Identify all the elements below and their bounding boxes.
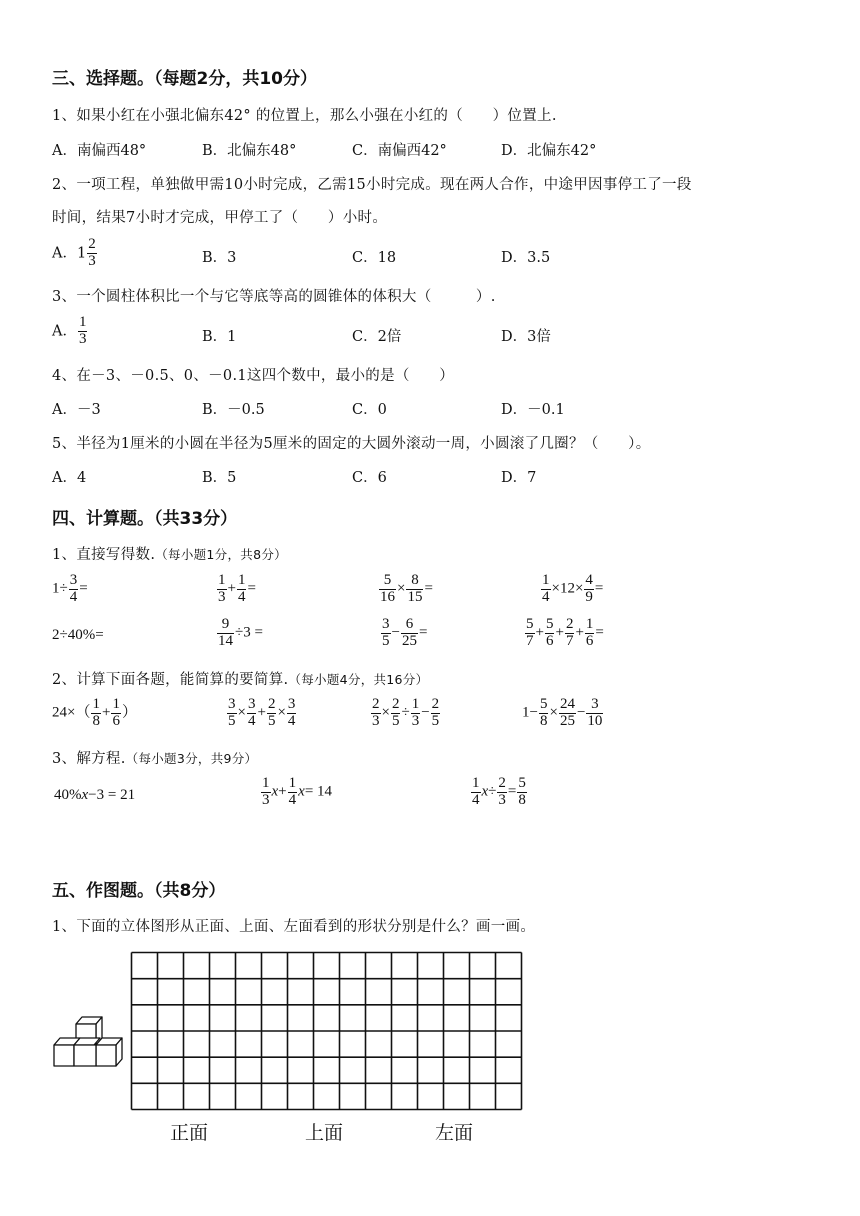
question-4-text: 4、在－3、－0.5、0、－0.1这四个数中，最小的是（ ）: [52, 368, 455, 384]
denominator: 3: [218, 588, 226, 605]
question-text: 1、下面的立体图形从正面、上面、左面看到的形状分别是什么？画一画。: [52, 919, 536, 935]
calc-item: [378, 573, 433, 606]
cube-stack-figure: [50, 1012, 126, 1070]
numerator: 3: [228, 696, 236, 712]
option-a: [52, 315, 88, 348]
fraction: [87, 237, 97, 270]
numerator: 24: [559, 696, 575, 712]
option-d: D．北偏东42°: [501, 143, 597, 159]
calc-item: 2÷40%=: [52, 627, 104, 643]
numerator: 2: [88, 236, 96, 252]
numerator: 2: [391, 696, 400, 712]
fraction: [267, 697, 277, 730]
part-2-label: 2、计算下面各题，能简算的要简算.: [52, 672, 289, 688]
option-a-prefix: A．1: [52, 245, 87, 262]
equation: [260, 776, 332, 809]
fraction: [431, 697, 441, 730]
question-5-text: 5、半径为1厘米的小圆在半径为5厘米的固定的大圆外滚动一周，小圆滚了几圈？（ ）。: [52, 436, 651, 452]
denominator: 5: [267, 712, 276, 729]
numerator: 8: [406, 573, 423, 590]
fraction: [585, 617, 595, 650]
part-1-note: （每小题1分，共8分）: [155, 547, 287, 562]
fraction: [78, 315, 88, 348]
denominator: 7: [526, 632, 534, 649]
fraction: [227, 697, 237, 730]
text: −3 = 21: [88, 787, 136, 803]
equals: =: [79, 580, 88, 597]
denominator: 4: [288, 791, 297, 808]
option-c: C．18: [352, 250, 397, 266]
equals: =: [594, 580, 604, 597]
denominator: 6: [585, 632, 594, 649]
variable: x: [271, 783, 279, 800]
option-d: D．3.5: [501, 250, 551, 266]
text: = 14: [304, 783, 333, 800]
numerator: 1: [585, 616, 594, 632]
numerator: 5: [379, 573, 396, 590]
fraction: [565, 617, 575, 650]
plus: +: [257, 704, 266, 721]
option-c: C．南偏西42°: [352, 143, 447, 159]
fraction: [525, 617, 535, 650]
section-5-title: 五、作图题。（共8分）: [52, 881, 226, 901]
part-1-heading: [52, 543, 287, 564]
calc-item: [216, 617, 263, 650]
denominator: 4: [472, 791, 480, 808]
option-c: C．6: [352, 470, 387, 486]
plus: +: [278, 783, 287, 800]
fraction: [288, 776, 298, 809]
denominator: 3: [88, 252, 96, 269]
denominator: 8: [92, 712, 100, 729]
fraction: [217, 573, 227, 606]
denominator: 4: [542, 588, 550, 605]
variable: x: [481, 783, 489, 800]
numerator: 3: [69, 572, 78, 588]
calc-item: [370, 697, 441, 730]
denominator: 4: [287, 712, 296, 729]
numerator: 5: [545, 616, 554, 632]
section-3-title: 三、选择题。（每题2分，共10分）: [52, 69, 317, 89]
fraction: [539, 697, 549, 730]
numerator: 1: [542, 572, 550, 588]
denominator: 5: [228, 712, 236, 729]
denominator: 25: [401, 632, 417, 649]
fraction: [111, 697, 121, 730]
plus: +: [575, 624, 584, 641]
option-a: A．－3: [52, 402, 101, 418]
numerator: 5: [526, 616, 534, 632]
fraction: [401, 617, 418, 650]
option-a: A．南偏西48°: [52, 143, 147, 159]
denominator: 3: [411, 712, 420, 729]
fraction: [517, 776, 527, 809]
front-view-label: 正面: [170, 1122, 209, 1144]
text: ）: [121, 704, 137, 721]
option-a: A．4: [52, 470, 87, 486]
part-1-label: 1、直接写得数.: [52, 547, 156, 563]
equals: =: [507, 783, 517, 800]
option-c: C．2倍: [352, 329, 402, 345]
fraction: [287, 697, 297, 730]
option-b: B．－0.5: [202, 402, 265, 418]
denominator: 10: [587, 712, 603, 729]
equation: [470, 776, 528, 809]
top-view-label: 上面: [305, 1122, 344, 1144]
left-view-label: 左面: [435, 1122, 474, 1144]
option-b: B．3: [202, 250, 237, 266]
denominator: 14: [218, 632, 233, 649]
plus: +: [227, 580, 236, 597]
numerator: 1: [218, 572, 226, 588]
fraction: [497, 776, 507, 809]
calc-item: [52, 697, 137, 730]
numerator: 1: [288, 775, 297, 791]
times: ×: [381, 704, 390, 721]
text: 1−: [522, 704, 538, 721]
fraction: [247, 697, 257, 730]
calc-item: [522, 697, 604, 730]
plus: +: [535, 624, 544, 641]
cube-face: [54, 1045, 74, 1066]
numerator: 1: [112, 696, 120, 712]
fraction: [91, 697, 101, 730]
numerator: 3: [382, 616, 390, 632]
question-1-text: 1、如果小红在小强北偏东42° 的位置上，那么小强在小红的（ ）位置上.: [52, 108, 557, 124]
plus: +: [101, 704, 111, 721]
option-b: B．1: [202, 329, 237, 345]
denominator: 3: [262, 791, 270, 808]
fraction: [471, 776, 481, 809]
option-a-prefix: A．: [52, 323, 77, 340]
equals: =: [418, 624, 428, 641]
denominator: 4: [237, 588, 246, 605]
fraction: [69, 573, 79, 606]
option-c: C．0: [352, 402, 387, 418]
fraction: [379, 573, 396, 606]
text: 1÷: [52, 580, 68, 597]
question-3-text: 3、一个圆柱体积比一个与它等底等高的圆锥体的体积大（ ）.: [52, 289, 496, 305]
denominator: 9: [585, 588, 593, 605]
question-2-line-2: 时间，结果7小时才完成，甲停工了（ ）小时。: [52, 210, 388, 226]
times: ×: [397, 580, 406, 597]
denominator: 3: [498, 791, 506, 808]
numerator: 1: [237, 572, 246, 588]
question-2-line-1: 2、一项工程，单独做甲需10小时完成，乙需15小时完成。现在两人合作，中途甲因事停工了一段: [52, 177, 692, 193]
numerator: 2: [372, 696, 380, 712]
option-d: D．－0.1: [501, 402, 565, 418]
calc-item: [52, 573, 88, 606]
calc-item: [226, 697, 297, 730]
divide: ÷: [401, 704, 410, 721]
plus: +: [555, 624, 564, 641]
section-4-title: 四、计算题。（共33分）: [52, 509, 238, 529]
text: ×12×: [551, 580, 584, 597]
equals: =: [424, 580, 433, 597]
calc-item: [380, 617, 427, 650]
numerator: 5: [518, 775, 526, 791]
fraction: [371, 697, 381, 730]
denominator: 5: [431, 712, 440, 729]
option-a: [52, 237, 98, 270]
numerator: 2: [267, 696, 276, 712]
denominator: 8: [539, 712, 548, 729]
fraction: [545, 617, 555, 650]
option-b: B．北偏东48°: [202, 143, 297, 159]
numerator: 3: [247, 696, 256, 712]
numerator: 2: [565, 616, 574, 632]
equals: =: [595, 624, 604, 641]
numerator: 1: [411, 696, 420, 712]
fraction: [541, 573, 551, 606]
calc-item: [524, 617, 604, 650]
option-d: D．7: [501, 470, 537, 486]
calc-item: [540, 573, 603, 606]
equals: =: [247, 580, 256, 597]
part-2-heading: [52, 668, 428, 689]
part-3-label: 3、解方程.: [52, 751, 126, 767]
part-3-note: （每小题3分，共9分）: [125, 751, 258, 766]
minus: −: [391, 624, 400, 641]
fraction: [406, 573, 423, 606]
cube-face: [74, 1045, 96, 1066]
denominator: 6: [545, 632, 554, 649]
equation: [54, 787, 135, 804]
numerator: 4: [585, 572, 593, 588]
option-b: B．5: [202, 470, 237, 486]
minus: −: [576, 704, 586, 721]
calc-item: [216, 573, 256, 606]
numerator: 2: [431, 696, 440, 712]
fraction: [381, 617, 391, 650]
text: 24×（: [52, 704, 91, 721]
numerator: 3: [287, 696, 296, 712]
numerator: 9: [217, 617, 234, 634]
numerator: 5: [539, 696, 548, 712]
denominator: 25: [559, 712, 575, 729]
minus: −: [421, 704, 430, 721]
denominator: 8: [518, 791, 526, 808]
numerator: 3: [586, 697, 603, 714]
denominator: 3: [78, 330, 87, 347]
denominator: 4: [247, 712, 256, 729]
numerator: 1: [92, 696, 100, 712]
denominator: 4: [69, 588, 78, 605]
fraction: [559, 697, 576, 730]
numerator: 1: [262, 775, 270, 791]
fraction: [586, 697, 603, 730]
denominator: 16: [380, 588, 395, 605]
times: ×: [549, 704, 558, 721]
fraction: [391, 697, 401, 730]
denominator: 7: [565, 632, 574, 649]
fraction: [217, 617, 234, 650]
denominator: 15: [407, 588, 423, 605]
fraction: [261, 776, 271, 809]
numerator: 1: [472, 775, 480, 791]
divide: ÷: [488, 783, 497, 800]
times: ×: [277, 704, 286, 721]
variable: x: [81, 787, 89, 803]
part-2-note: （每小题4分，共16分）: [288, 672, 429, 687]
drawing-grid[interactable]: [130, 951, 523, 1112]
cube-face: [96, 1045, 116, 1066]
fraction: [237, 573, 247, 606]
times: ×: [237, 704, 246, 721]
numerator: 1: [78, 314, 87, 330]
denominator: 3: [372, 712, 380, 729]
denominator: 5: [391, 712, 400, 729]
numerator: 2: [498, 775, 506, 791]
option-d: D．3倍: [501, 329, 551, 345]
variable: x: [298, 783, 305, 800]
numerator: 6: [401, 617, 418, 634]
part-3-heading: [52, 747, 257, 768]
text: ÷3 =: [235, 624, 263, 641]
fraction: [411, 697, 421, 730]
fraction: [584, 573, 594, 606]
text: 40%: [54, 787, 82, 803]
denominator: 6: [112, 712, 120, 729]
denominator: 5: [382, 632, 390, 649]
